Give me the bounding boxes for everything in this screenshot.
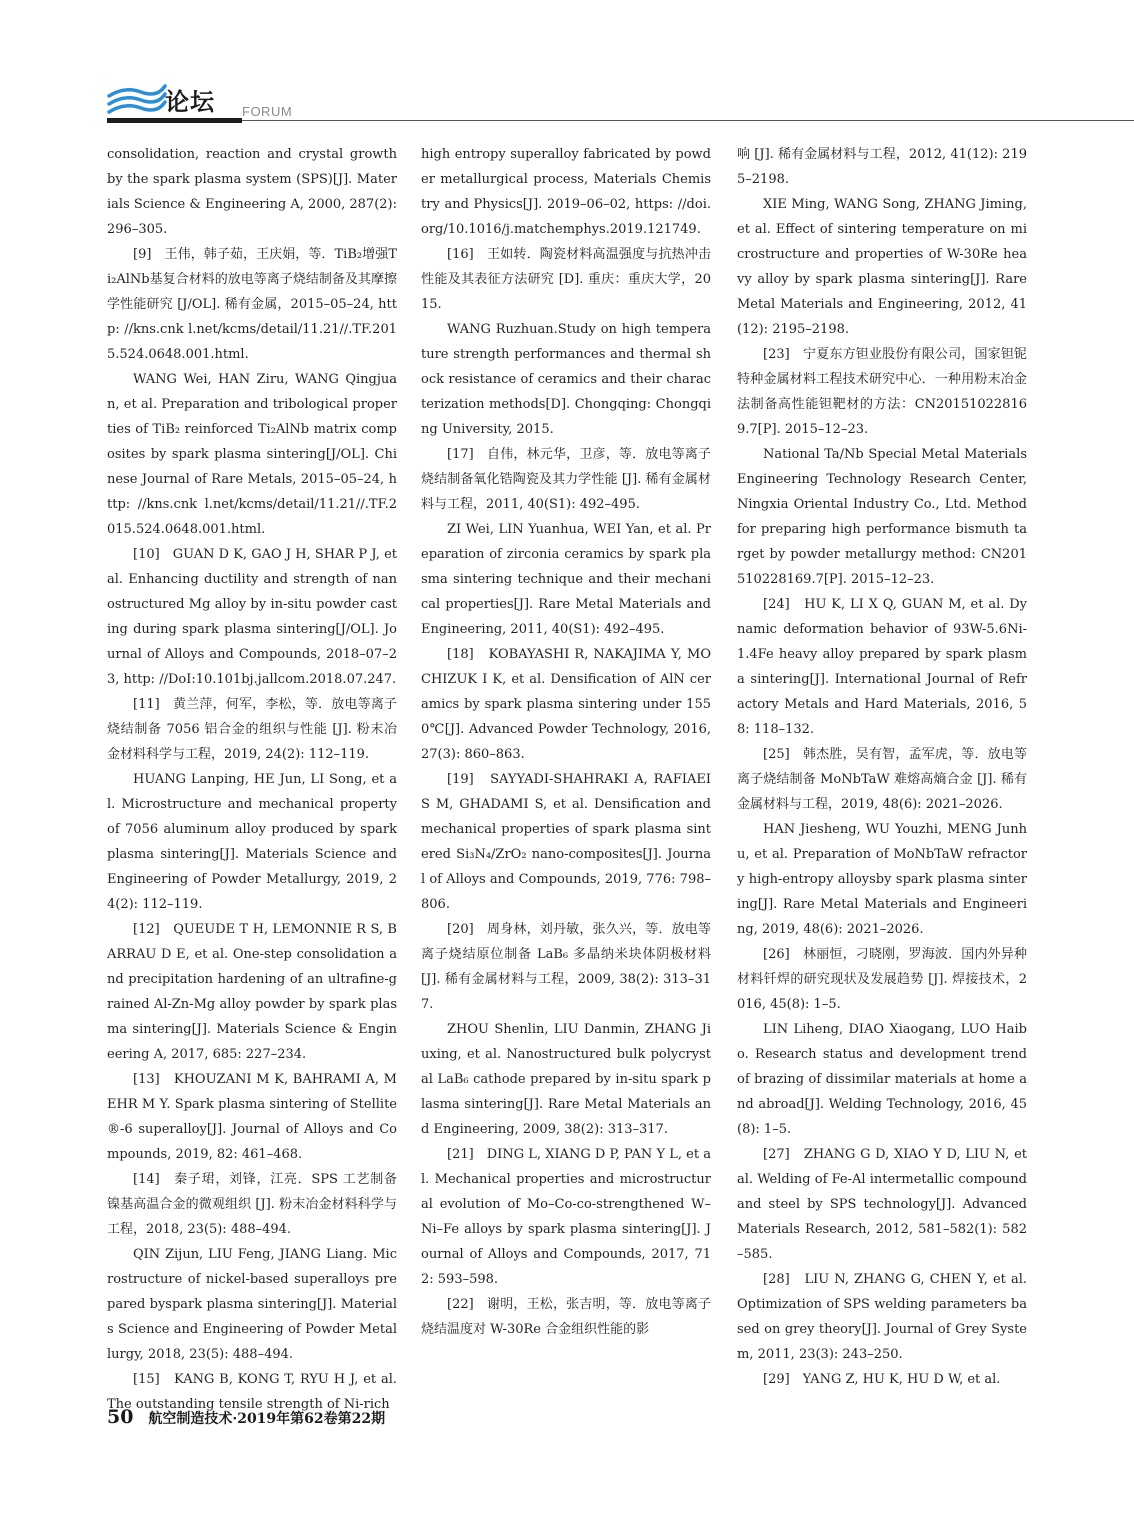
- reference-entry: [23] 宁夏东方钽业股份有限公司，国家钽铌特种金属材料工程技术研究中心．一种用粉末冶金法制备高性能钽靶材的方法：CN201510228169.7[P]. 2015–12–23.: [737, 347, 1027, 437]
- reference-entry: [25] 韩杰胜，吴有智，孟军虎，等．放电等离子烧结制备 MoNbTaW 难熔高熵合金 [J]. 稀有金属材料与工程，2019, 48(6): 2021–2026.: [737, 747, 1027, 812]
- reference-entry: [20] 周身林，刘丹敏，张久兴，等．放电等离子烧结原位制备 LaB₆ 多晶纳米块体阴极材料 [J]. 稀有金属材料与工程，2009, 38(2): 313–317.: [421, 922, 711, 1012]
- reference-entry: [27] ZHANG G D, XIAO Y D, LIU N, et al. Welding of Fe-Al intermetallic compound and steel by SPS technology[J]. Advanced Materials Research, 2012, 581–582(1): 582–585.: [737, 1147, 1027, 1262]
- reference-entry: HUANG Lanping, HE Jun, LI Song, et al. Microstructure and mechanical property of 7056 aluminum alloy produced by spark plasma sintering[J]. Materials Science and Engineering of Powder Metallurgy, 2019, 24(2): 112–119.: [107, 772, 397, 912]
- reference-entry: [13] KHOUZANI M K, BAHRAMI A, MEHR M Y. Spark plasma sintering of Stellite®-6 superalloy[J]. Journal of Alloys and Compounds, 2019, 82: 461–468.: [107, 1072, 397, 1162]
- reference-entry: HAN Jiesheng, WU Youzhi, MENG Junhu, et al. Preparation of MoNbTaW refractory high-entropy alloysby spark plasma sintering[J]. Rare Metal Materials and Engineering, 2019, 48(6): 2021–2026.: [737, 822, 1027, 937]
- reference-entry: [15] KANG B, KONG T, RYU H J, et al. The outstanding tensile strength of Ni-rich: [107, 1372, 397, 1412]
- header-rule: [242, 120, 1134, 121]
- reference-column-1: [107, 142, 397, 1417]
- reference-entry: [21] DING L, XIANG D P, PAN Y L, et al. Mechanical properties and microstructural evolution of Mo–Co-co-strengthened W–Ni–Fe alloys by spark plasma sintering[J]. Journal of Alloys and Compounds, 2017, 712: 593–598.: [421, 1147, 711, 1287]
- reference-entry: [11] 黄兰萍，何军，李松，等．放电等离子烧结制备 7056 铝合金的组织与性能 [J]. 粉末冶金材料科学与工程，2019, 24(2): 112–119.: [107, 697, 397, 762]
- reference-entry: WANG Wei, HAN Ziru, WANG Qingjuan, et al. Preparation and tribological properties of TiB₂ reinforced Ti₂AlNb matrix composites by spark plasma sintering[J/OL]. Chinese Journal of Rare Metals, 2015–05–24, http: //kns.cnk l.net/kcms/detail/11.21//.TF.2015.524.0648.001.html.: [107, 372, 397, 537]
- forum-logo-icon: [107, 78, 167, 122]
- reference-entry: [28] LIU N, ZHANG G, CHEN Y, et al. Optimization of SPS welding parameters based on grey theory[J]. Journal of Grey System, 2011, 23(3): 243–250.: [737, 1272, 1027, 1362]
- reference-entry: [9] 王伟，韩子茹，王庆娟，等．TiB₂增强Ti₂AlNb基复合材料的放电等离子烧结制备及其摩擦学性能研究 [J/OL]. 稀有金属，2015–05–24, http: //kns.cnk l.net/kcms/detail/11.21//.TF.2015.524.0648.001.html.: [107, 247, 397, 362]
- reference-entry: [22] 谢明，王松，张吉明，等．放电等离子烧结温度对 W-30Re 合金组织性能的影: [421, 1297, 711, 1337]
- reference-entry: National Ta/Nb Special Metal Materials Engineering Technology Research Center, Ningxia Oriental Industry Co., Ltd. Method for preparing high performance bismuth target by powder metallurgy method: CN201510228169.7[P]. 2015–12–23.: [737, 447, 1027, 587]
- reference-entry: XIE Ming, WANG Song, ZHANG Jiming, et al. Effect of sintering temperature on microstructure and properties of W-30Re heavy alloy by spark plasma sintering[J]. Rare Metal Materials and Engineering, 2012, 41(12): 2195–2198.: [737, 197, 1027, 337]
- reference-entry: [17] 自伟，林元华，卫彦，等．放电等离子烧结制备氧化锆陶瓷及其力学性能 [J]. 稀有金属材料与工程，2011, 40(S1): 492–495.: [421, 447, 711, 512]
- reference-column-2: [421, 142, 711, 1342]
- reference-entry: [10] GUAN D K, GAO J H, SHAR P J, et al. Enhancing ductility and strength of nanostructured Mg alloy by in-situ powder casting during spark plasma sintering[J/OL]. Journal of Alloys and Compounds, 2018–07–23, http: //DoI:10.101bj.jallcom.2018.07.247.: [107, 547, 397, 687]
- reference-entry: ZHOU Shenlin, LIU Danmin, ZHANG Jiuxing, et al. Nanostructured bulk polycrystal LaB₆ cathode prepared by in-situ spark plasma sintering[J]. Rare Metal Materials and Engineering, 2009, 38(2): 313–317.: [421, 1022, 711, 1137]
- reference-entry: [19] SAYYADI-SHAHRAKI A, RAFIAEIS M, GHADAMI S, et al. Densification and mechanical properties of spark plasma sintered Si₃N₄/ZrO₂ nano-composites[J]. Journal of Alloys and Compounds, 2019, 776: 798–806.: [421, 772, 711, 912]
- reference-entry: WANG Ruzhuan.Study on high temperature strength performances and thermal shock resistance of ceramics and their characterization methods[D]. Chongqing: Chongqing University, 2015.: [421, 322, 711, 437]
- reference-entry: 响 [J]. 稀有金属材料与工程，2012, 41(12): 2195–2198.: [737, 147, 1027, 187]
- reference-entry: [29] YANG Z, HU K, HU D W, et al.: [763, 1372, 1001, 1387]
- reference-entry: LIN Liheng, DIAO Xiaogang, LUO Haibo. Research status and development trend of brazing of dissimilar materials at home and abroad[J]. Welding Technology, 2016, 45(8): 1–5.: [737, 1022, 1027, 1137]
- section-title: 论坛: [165, 87, 215, 116]
- header-rule-thick: [107, 118, 242, 123]
- reference-entry: consolidation, reaction and crystal growth by the spark plasma system (SPS)[J]. Materials Science & Engineering A, 2000, 287(2): 296–305.: [107, 147, 397, 237]
- reference-entry: [26] 林丽恒，刁晓刚，罗海波．国内外异种材料钎焊的研究现状及发展趋势 [J]. 焊接技术，2016, 45(8): 1–5.: [737, 947, 1027, 1012]
- reference-entry: ZI Wei, LIN Yuanhua, WEI Yan, et al. Preparation of zirconia ceramics by spark plasma sintering technique and their mechanical properties[J]. Rare Metal Materials and Engineering, 2011, 40(S1): 492–495.: [421, 522, 711, 637]
- reference-entry: [14] 秦子珺，刘锋，江亮．SPS 工艺制备镍基高温合金的微观组织 [J]. 粉末冶金材料科学与工程，2018, 23(5): 488–494.: [107, 1172, 397, 1237]
- reference-entry: [12] QUEUDE T H, LEMONNIE R S, BARRAU D E, et al. One-step consolidation and precipitation hardening of an ultrafine-grained Al-Zn-Mg alloy powder by spark plasma sintering[J]. Materials Science & Engineering A, 2017, 685: 227–234.: [107, 922, 397, 1062]
- reference-entry: high entropy superalloy fabricated by powder metallurgical process, Materials Chemistry and Physics[J]. 2019–06–02, https: //doi.org/10.1016/j.matchemphys.2019.121749.: [421, 147, 711, 237]
- journal-info: 航空制造技术·2019年第62卷第22期: [148, 1411, 386, 1427]
- section-subtitle: FORUM: [242, 104, 293, 119]
- reference-entry: QIN Zijun, LIU Feng, JIANG Liang. Microstructure of nickel-based superalloys prepared byspark plasma sintering[J]. Materials Science and Engineering of Powder Metallurgy, 2018, 23(5): 488–494.: [107, 1247, 397, 1362]
- reference-entry: [18] KOBAYASHI R, NAKAJIMA Y, MOCHIZUK I K, et al. Densification of AlN ceramics by spark plasma sintering under 1550℃[J]. Advanced Powder Technology, 2016, 27(3): 860–863.: [421, 647, 711, 762]
- reference-entry: [16] 王如转．陶瓷材料高温强度与抗热冲击性能及其表征方法研究 [D]. 重庆：重庆大学，2015.: [421, 247, 711, 312]
- reference-column-3: [737, 142, 1027, 1392]
- reference-entry: [24] HU K, LI X Q, GUAN M, et al. Dynamic deformation behavior of 93W-5.6Ni-1.4Fe heavy alloy prepared by spark plasma sintering[J]. International Journal of Refractory Metals and Hard Materials, 2016, 58: 118–132.: [737, 597, 1027, 737]
- page-footer: [107, 1406, 385, 1428]
- page-header: [107, 78, 1134, 128]
- page-number: 50: [107, 1406, 134, 1428]
